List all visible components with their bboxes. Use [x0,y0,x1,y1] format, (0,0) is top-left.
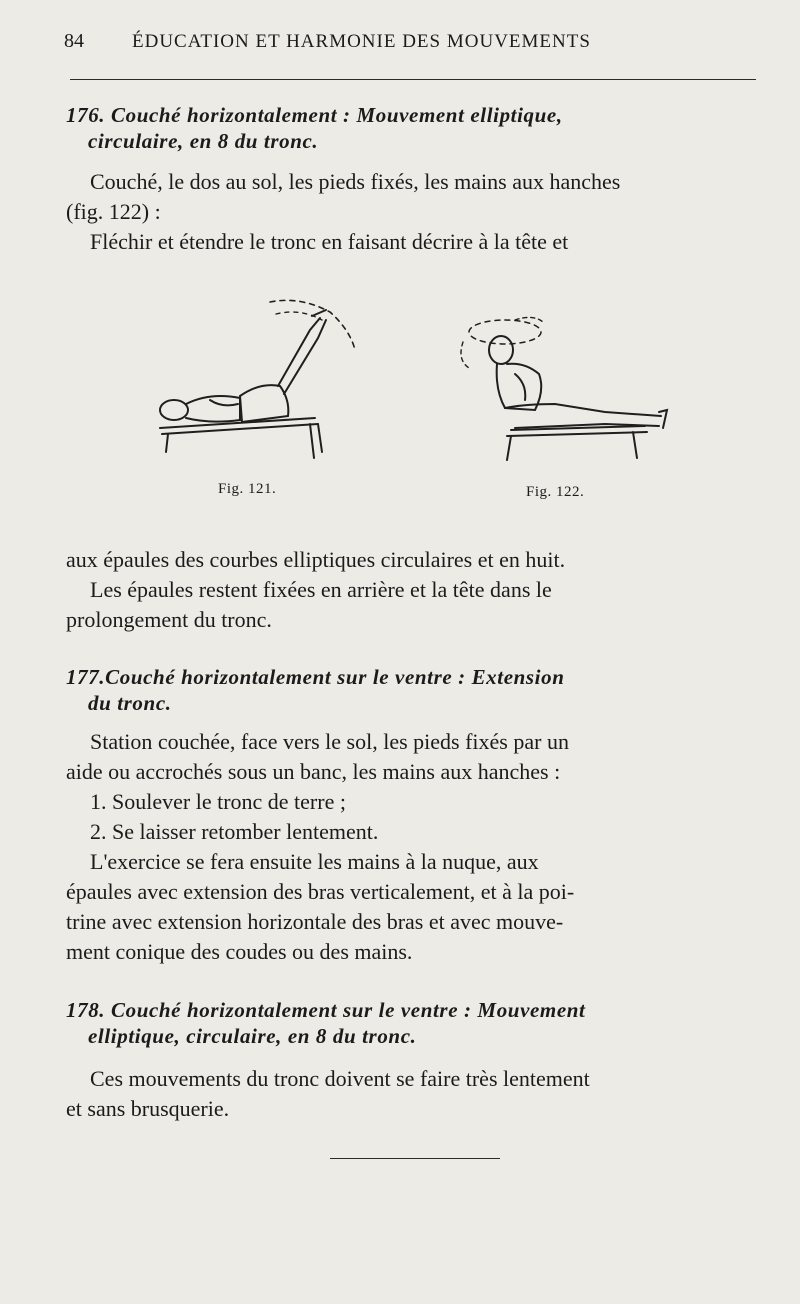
text-line: Fléchir et étendre le tronc en faisant décrire à la tête et [90,229,569,254]
text-line: ment conique des coudes ou des mains. [66,939,413,964]
text-line: Station couchée, face vers le sol, les pieds fixés par un [90,729,569,754]
text-line: L'exercice se fera ensuite les mains à la nuque, aux [90,849,539,874]
section-178-title-line1: 178. Couché horizontalement sur le ventre : Mouvement [66,998,586,1022]
text-line: aux épaules des courbes elliptiques circulaires et en huit. [66,547,566,572]
section-177-title-line2: du tronc. [88,691,172,715]
section-177-paragraph-1 [66,727,762,847]
figure-122-caption: Fig. 122. [526,484,585,500]
text-line: et sans brusquerie. [66,1096,230,1121]
header-rule [70,79,756,80]
text-line: trine avec extension horizontale des bras et avec mouve- [66,909,564,934]
section-178-paragraph-1 [66,1064,762,1124]
text-line: Les épaules restent fixées en arrière et la tête dans le [90,577,552,602]
section-178-title-line2: elliptique, circulaire, en 8 du tronc. [88,1024,417,1048]
step-2: 2. Se laisser retomber lentement. [90,819,379,844]
text-line: Couché, le dos au sol, les pieds fixés, les mains aux hanches [90,169,621,194]
section-177-paragraph-2 [66,847,762,967]
text-line: prolongement du tronc. [66,607,272,632]
section-176-paragraph-1 [66,167,762,227]
section-177-title-line1: 177.Couché horizontalement sur le ventre : Extension [66,665,565,689]
text-line: aide ou accrochés sous un banc, les mains aux hanches : [66,759,561,784]
end-rule [330,1158,500,1159]
text-line: (fig. 122) : [66,199,161,224]
figure-122-illustration [455,300,680,470]
continuation-paragraph [66,545,762,635]
section-178-title [66,997,766,1049]
figure-121-illustration [150,290,370,465]
section-176-paragraph-2 [66,227,762,257]
page-header [64,30,754,60]
text-line: épaules avec extension des bras verticalement, et à la poi- [66,879,575,904]
section-176-title-line2: circulaire, en 8 du tronc. [88,129,319,153]
section-177-title [66,664,766,716]
text-line: Ces mouvements du tronc doivent se faire très lentement [90,1066,590,1091]
section-176-title-line1: 176. Couché horizontalement : Mouvement elliptique, [66,103,563,127]
page-number: 84 [64,30,84,52]
running-title: ÉDUCATION ET HARMONIE DES MOUVEMENTS [132,31,591,52]
figure-121-caption: Fig. 121. [218,481,277,497]
step-1: 1. Soulever le tronc de terre ; [90,789,346,814]
section-176-title [66,102,766,154]
